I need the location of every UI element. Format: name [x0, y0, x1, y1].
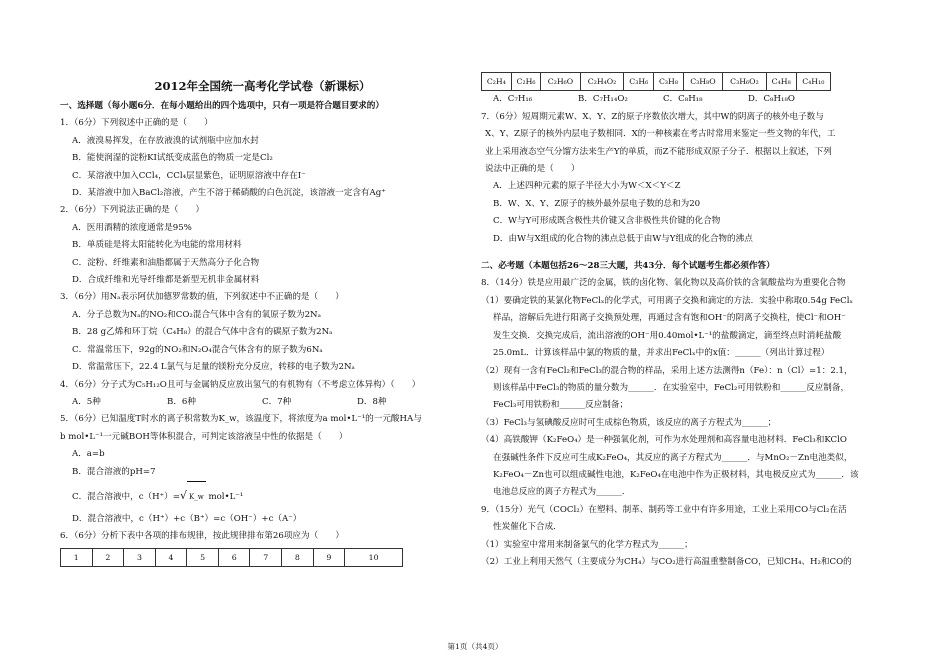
question-5-line-1: 5．（6分）已知温度T时水的离子积常数为K_w，该温度下，将浓度为a mol•L⁻¹的一元酸HA与	[60, 414, 422, 425]
q8-part4-line-3: K₂FeO₄－Zn也可以组成碱性电池，K₂FeO₄在电池中作为正极材料，其电极反应式为______．该	[493, 469, 859, 480]
sequence-table-formula	[481, 72, 831, 91]
question-6: 6．（6分）分析下表中各项的排布规律，按此规律排布第26项应为（ ）	[60, 531, 344, 542]
question-3: 3．（6分）用Nₐ表示阿伏加德罗常数的值，下列叙述中不正确的是（ ）	[60, 292, 344, 303]
table-cell-index: 10	[345, 548, 403, 566]
q8-part2-line-2: 则该样品中FeCl₃的物质的量分数为______．在实验室中，FeCl₂可用铁粉和______反应制备，	[493, 382, 850, 393]
question-7-line-4: 说法中正确的是（ ）	[485, 164, 580, 175]
q4-option-c: C．7种	[262, 396, 292, 407]
q8-part1-line-1: （1）要确定铁的某氯化物FeClₓ的化学式，可用离子交换和滴定的方法．实验中称取0.54g FeClₓ	[481, 295, 854, 306]
q5-option-c: C．混合溶液中，c（H⁺）=√ K_w mol•L⁻¹	[60, 481, 465, 511]
question-2: 2．（6分）下列说法正确的是（ ）	[60, 205, 205, 216]
q4-option-a: A．5种	[72, 396, 101, 407]
question-7-line-1: 7．（6分）短周期元素W、X、Y、Z的原子序数依次增大，其中W的阴离子的核外电子数与	[481, 111, 824, 122]
question-8: 8．（14分）铁是应用最广泛的金属，铁的卤化物、氧化物以及高价铁的含氧酸盐均为重要化合物	[481, 278, 846, 289]
q2-option-c: C．淀粉、纤维素和油脂都属于天然高分子化合物	[72, 257, 260, 268]
q4-option-b: B．6种	[167, 396, 196, 407]
question-9-line-2: 性炭催化下合成．	[493, 522, 562, 533]
q1-option-b: B．能使润湿的淀粉KI试纸变成蓝色的物质一定是Cl₂	[72, 153, 273, 164]
table-cell-formula: C₂H₄	[482, 73, 512, 91]
q6-option-c: C．C₈H₁₈	[663, 94, 703, 105]
table-cell-index: 6	[218, 548, 250, 566]
q2-option-d: D．合成纤维和光导纤维都是新型无机非金属材料	[72, 275, 260, 286]
q4-options	[60, 394, 465, 411]
left-column	[60, 0, 465, 567]
table-cell-formula: C₄H₈	[766, 73, 796, 91]
table-cell-index: 2	[92, 548, 124, 566]
q7-option-c: C．W与Y可形成既含极性共价键又含非极性共价键的化合物	[493, 216, 721, 227]
q5c-unit: mol•L⁻¹	[208, 491, 244, 502]
table-cell-index: 3	[124, 548, 156, 566]
q6-option-b: B．C₇H₁₄O₂	[578, 94, 628, 105]
q8-part4-line-2: 在强碱性条件下反应可生成K₂FeO₄，其反应的离子方程式为______．与MnO₂－Zn电池类似，	[493, 452, 853, 463]
question-7-line-3: 业上采用液态空气分馏方法来生产Y的单质，而Z不能形成双原子分子．根据以上叙述，下列	[485, 146, 832, 157]
q4-option-d: D．8种	[357, 396, 387, 407]
table-cell-formula: C₂H₄O₂	[580, 73, 624, 91]
q9-part2: （2）工业上利用天然气（主要成分为CH₄）与CO₂进行高温重整制备CO，已知CH₄、H₂和CO的	[481, 556, 852, 567]
table-cell-index: 9	[313, 548, 345, 566]
table-cell-formula: C₃H₆O₂	[723, 73, 767, 91]
q8-part2-line-3: FeCl₃可用铁粉和______反应制备；	[493, 400, 629, 411]
exam-title: 2012年全国统一高考化学试卷（新课标）	[154, 79, 371, 93]
q1-option-a: A．液溴易挥发，在存放液溴的试剂瓶中应加水封	[72, 135, 259, 146]
question-1: 1．（6分）下列叙述中正确的是（ ）	[60, 118, 213, 129]
q7-option-d: D．由W与X组成的化合物的沸点总低于由W与Y组成的化合物的沸点	[493, 233, 753, 244]
table-cell-formula: C₂H₆O	[541, 73, 580, 91]
section-2-heading: 二、必考题（本题包括26～28三大题，共43分．每个试题考生都必须作答）	[481, 261, 775, 272]
q8-part4-line-1: （4）高铁酸钾（K₂FeO₄）是一种强氧化剂，可作为水处理剂和高容量电池材料．FeCl₃和KClO	[481, 435, 847, 446]
q2-option-a: A．医用酒精的浓度通常是95%	[72, 222, 192, 233]
q5-option-a: A．a=b	[72, 449, 105, 460]
right-column	[481, 0, 901, 571]
q8-part1-line-2: 样品，溶解后先进行阳离子交换预处理，再通过含有饱和OH⁻的阴离子交换柱，使Cl⁻和OH⁻	[493, 313, 846, 324]
section-1-heading: 一、选择题（每小题6分．在每小题给出的四个选项中，只有一项是符合题目要求的）	[60, 101, 384, 111]
q5-option-b: B．混合溶液的pH=7	[72, 466, 156, 477]
q8-part4-line-4: 电池总反应的离子方程式为______．	[493, 487, 631, 498]
q6-options	[481, 91, 901, 108]
table-cell-formula: C₂H₆	[511, 73, 541, 91]
question-5-line-2: b mol•L⁻¹一元碱BOH等体积混合，可判定该溶液呈中性的依据是（ ）	[60, 431, 348, 442]
q2-option-b: B．单质硅是将太阳能转化为电能的常用材料	[72, 240, 242, 251]
table-cell-formula: C₃H₈	[654, 73, 684, 91]
q7-option-b: B．W、X、Y、Z原子的核外最外层电子数的总和为20	[493, 198, 701, 209]
question-4: 4．（6分）分子式为C₅H₁₂O且可与金属钠反应放出氢气的有机物有（不考虑立体异构）（ ）	[60, 379, 421, 390]
table-cell-index: 5	[187, 548, 219, 566]
q5c-root: K_w	[187, 481, 206, 512]
question-7-line-2: X、Y、Z原子的核外内层电子数相同．X的一种核素在考古时常用来鉴定一些文物的年代，工	[485, 129, 836, 140]
table-cell-index: 7	[250, 548, 282, 566]
q7-option-a: A．上述四种元素的原子半径大小为W＜X＜Y＜Z	[493, 181, 681, 192]
page-footer: 第1页（共4页）	[447, 642, 503, 651]
table-cell-formula: C₄H₁₀	[796, 73, 830, 91]
table-cell-index: 8	[282, 548, 314, 566]
q3-option-d: D．常温常压下，22.4 L氯气与足量的镁粉充分反应，转移的电子数为2Nₐ	[72, 362, 355, 373]
q8-part2-line-1: （2）现有一含有FeCl₂和FeCl₃的混合物的样品，采用上述方法测得n（Fe）：n（Cl）=1：2.1，	[481, 365, 853, 376]
q6-option-d: D．C₈H₁₈O	[748, 94, 795, 105]
table-cell-index: 4	[155, 548, 187, 566]
table-cell-formula: C₃H₆	[624, 73, 654, 91]
q3-option-b: B．28 g乙烯和环丁烷（C₄H₈）的混合气体中含有的碳原子数为2Nₐ	[72, 327, 333, 338]
q3-option-c: C．常温常压下，92g的NO₂和N₂O₄混合气体含有的原子数为6Nₐ	[72, 344, 323, 355]
table-cell-index: 1	[61, 548, 93, 566]
question-9-line-1: 9．（15分）光气（COCl₂）在塑料、制革、制药等工业中有许多用途，工业上采用CO与Cl₂在活	[481, 504, 847, 515]
q5-option-d: D．混合溶液中，c（H⁺）+c（B⁺）=c（OH⁻）+c（A⁻）	[72, 513, 302, 524]
q6-option-a: A．C₇H₁₆	[493, 94, 533, 105]
q8-part1-line-3: 发生交换．交换完成后，流出溶液的OH⁻用0.40mol•L⁻¹的盐酸滴定，滴至终点时消耗盐酸	[493, 330, 842, 341]
q5c-prefix: C．混合溶液中，c（H⁺）=	[72, 491, 180, 502]
sequence-table-index	[60, 548, 403, 567]
q3-option-a: A．分子总数为Nₐ的NO₂和CO₂混合气体中含有的氧原子数为2Nₐ	[72, 309, 321, 320]
q8-part1-line-4: 25.0mL．计算该样品中氯的物质的量，并求出FeClₓ中的x值：______（列出计算过程）	[493, 348, 830, 359]
q9-part1: （1）实验室中常用来制备氯气的化学方程式为______；	[481, 539, 693, 550]
q1-option-c: C．某溶液中加入CCl₄，CCl₄层显紫色，证明原溶液中存在I⁻	[72, 170, 306, 181]
table-cell-formula: C₃H₈O	[683, 73, 722, 91]
q1-option-d: D．某溶液中加入BaCl₂溶液，产生不溶于稀硝酸的白色沉淀，该溶液一定含有Ag⁺	[72, 188, 386, 199]
q8-part3: （3）FeCl₃与氢碘酸反应时可生成棕色物质，该反应的离子方程式为______；	[481, 417, 777, 428]
